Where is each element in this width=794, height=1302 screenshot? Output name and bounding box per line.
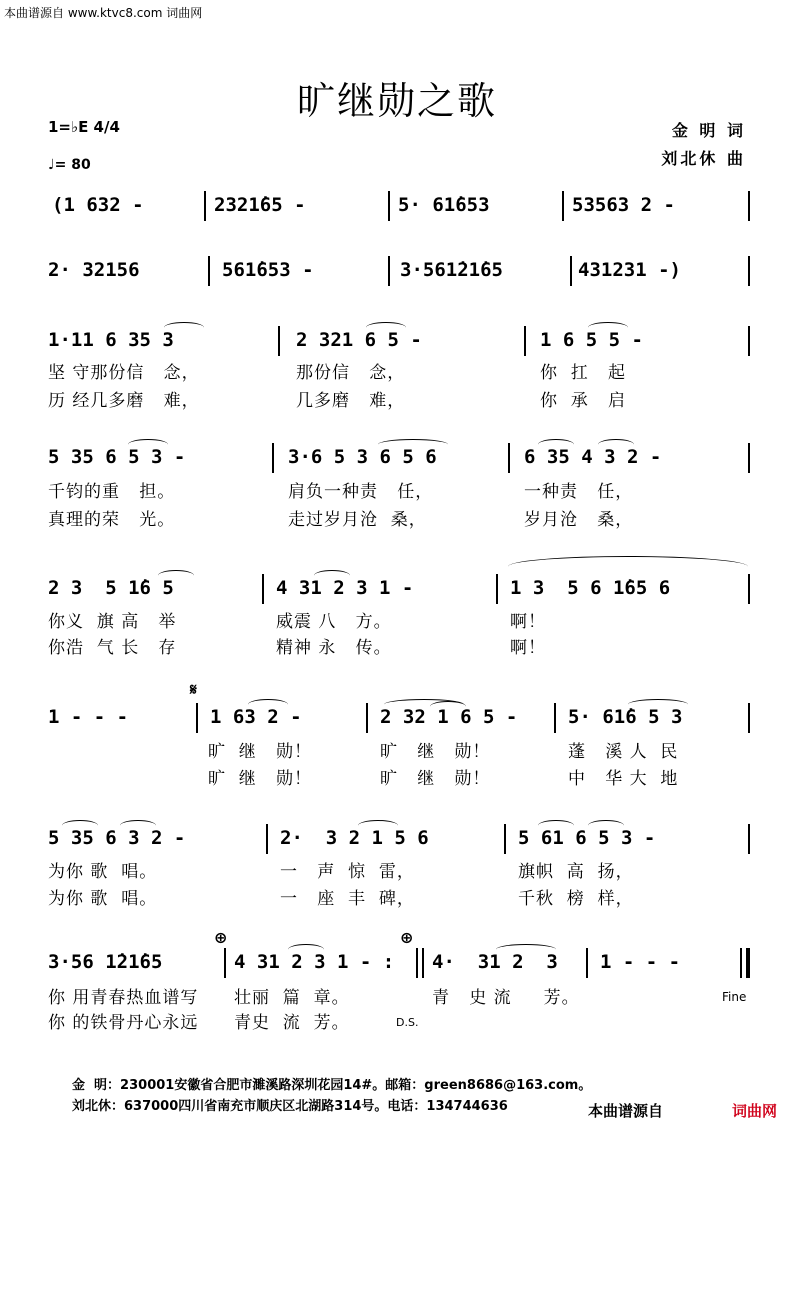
measure: 3·561̇21̇65 xyxy=(400,259,503,281)
lyric: 精神 永 传。 xyxy=(276,638,392,658)
lyric: 威震 八 方。 xyxy=(276,612,392,632)
lyricist-credit: 金 明 词 xyxy=(671,121,746,140)
lyric: 旷 继 勋！ xyxy=(380,769,491,789)
lyric: 走过岁月沧 桑， xyxy=(288,510,427,530)
measure: (1 632 - xyxy=(52,194,144,216)
notation-line-8 xyxy=(48,942,750,982)
measure: 3·6 5 3 6 5 6 xyxy=(288,446,437,468)
tempo-marking: ♩= 80 xyxy=(48,157,91,173)
measure: 1 6 5 5 - xyxy=(540,329,643,351)
lyric: 中 华 大 地 xyxy=(568,769,679,789)
lyric: 啊！ xyxy=(510,612,546,632)
measure: 5 61 6 5 3 - xyxy=(518,827,656,849)
measure: 1 63 2 - xyxy=(210,706,302,728)
measure: 1·11 6 35 3 xyxy=(48,329,174,351)
lyric: 一 座 丰 碑， xyxy=(280,889,415,909)
lyric: 啊！ xyxy=(510,638,546,658)
lyric: 青史 流 芳。 xyxy=(234,1013,350,1033)
measure: 3·56 1̇21̇65 xyxy=(48,951,163,973)
lyric: 那份信 念， xyxy=(296,363,406,383)
lyric: 旗帜 高 扬， xyxy=(518,862,634,882)
measure: 6 35 4 3 2 - xyxy=(524,446,662,468)
measure: 4 31 2 3 1 - : xyxy=(234,951,395,973)
lyric: 旷 继 勋！ xyxy=(380,742,491,762)
measure: 4· 31 2 3 xyxy=(432,951,558,973)
lyric: 旷 继 勋！ xyxy=(208,769,313,789)
notation-line-1 xyxy=(48,185,750,225)
lyric: 旷 继 勋！ xyxy=(208,742,313,762)
measure: 2321̇65 - xyxy=(214,194,306,216)
measure: 4 31 2 3 1 - xyxy=(276,577,414,599)
lyric: 一 声 惊 雷， xyxy=(280,862,415,882)
measure: 1 - - - xyxy=(48,706,129,728)
lyric: 千秋 榜 样， xyxy=(518,889,634,909)
lyric: 历 经几多磨 难， xyxy=(48,391,200,411)
measure: 2 32 1 6 5 - xyxy=(380,706,518,728)
lyric: 一种责 任， xyxy=(524,482,634,502)
lyric: 坚 守那份信 念， xyxy=(48,363,200,383)
lyric: 肩负一种责 任， xyxy=(288,482,434,502)
watermark: 本曲谱源自 www.ktvc8.com 词曲网 xyxy=(4,6,203,20)
lyric: 你 用青春热血谱写 xyxy=(48,988,199,1008)
measure: 1 - - - xyxy=(600,951,681,973)
footer-lyricist-address: 金 明：230001安徽省合肥市濉溪路深圳花园14#。邮箱：green8686@163.com。 xyxy=(72,1078,592,1093)
site-logo-brand: 词曲网 xyxy=(732,1102,778,1120)
measure: 2· 3 2 1 5 6 xyxy=(280,827,429,849)
measure: 5· 61̇6 5 3 xyxy=(568,706,683,728)
fine-marking: Fine xyxy=(722,990,747,1004)
notation-line-5 xyxy=(48,568,750,608)
measure: 5 35 6 3 2 - xyxy=(48,827,186,849)
song-title: 旷继勋之歌 xyxy=(296,79,497,123)
notation-line-2 xyxy=(48,250,750,290)
measure: 2 321 6 5 - xyxy=(296,329,422,351)
lyric: 岁月沧 桑， xyxy=(524,510,634,530)
measure: 5· 61̇653 xyxy=(398,194,490,216)
notation-line-4 xyxy=(48,437,750,477)
measure: 561̇653 - xyxy=(222,259,314,281)
measure: 431231 -) xyxy=(578,259,681,281)
coda-symbol: ⊕ xyxy=(214,928,228,947)
lyric: 为你 歌 唱。 xyxy=(48,862,158,882)
footer-composer-address: 刘北休：637000四川省南充市顺庆区北湖路314号。电话：134744636 xyxy=(72,1099,508,1114)
lyric: 壮丽 篇 章。 xyxy=(234,988,350,1008)
notation-line-6 xyxy=(48,697,750,737)
lyric: 你浩 气 长 存 xyxy=(48,638,177,658)
composer-credit: 刘北休 曲 xyxy=(661,149,746,168)
lyric: 几多磨 难， xyxy=(296,391,406,411)
key-signature: 1=♭E 4/4 xyxy=(48,118,120,136)
lyric: 蓬 溪 人 民 xyxy=(568,742,679,762)
notation-line-3 xyxy=(48,320,750,360)
measure: 2 3 5 1̇6 5 xyxy=(48,577,174,599)
measure: 1 3 5 6 1̇65 6 xyxy=(510,577,671,599)
lyric: 你 扛 起 xyxy=(540,363,627,383)
lyric: 真理的荣 光。 xyxy=(48,510,176,530)
measure: 5 35 6 5 3 - xyxy=(48,446,186,468)
measure: 2· 32156 xyxy=(48,259,140,281)
ds-marking: D.S. xyxy=(396,1016,419,1029)
notation-line-7 xyxy=(48,818,750,858)
lyric: 你 的铁骨丹心永远 xyxy=(48,1013,199,1033)
site-logo-text: 本曲谱源自 xyxy=(588,1102,664,1120)
lyric: 千钧的重 担。 xyxy=(48,482,176,502)
lyric: 为你 歌 唱。 xyxy=(48,889,158,909)
lyric: 你义 旗 高 举 xyxy=(48,612,177,632)
measure: 53563 2 - xyxy=(572,194,675,216)
lyric: 你 承 启 xyxy=(540,391,627,411)
lyric: 青 史 流 芳。 xyxy=(432,988,580,1008)
coda-symbol: ⊕ xyxy=(400,928,414,947)
segno-symbol: 𝄋 xyxy=(190,680,197,699)
